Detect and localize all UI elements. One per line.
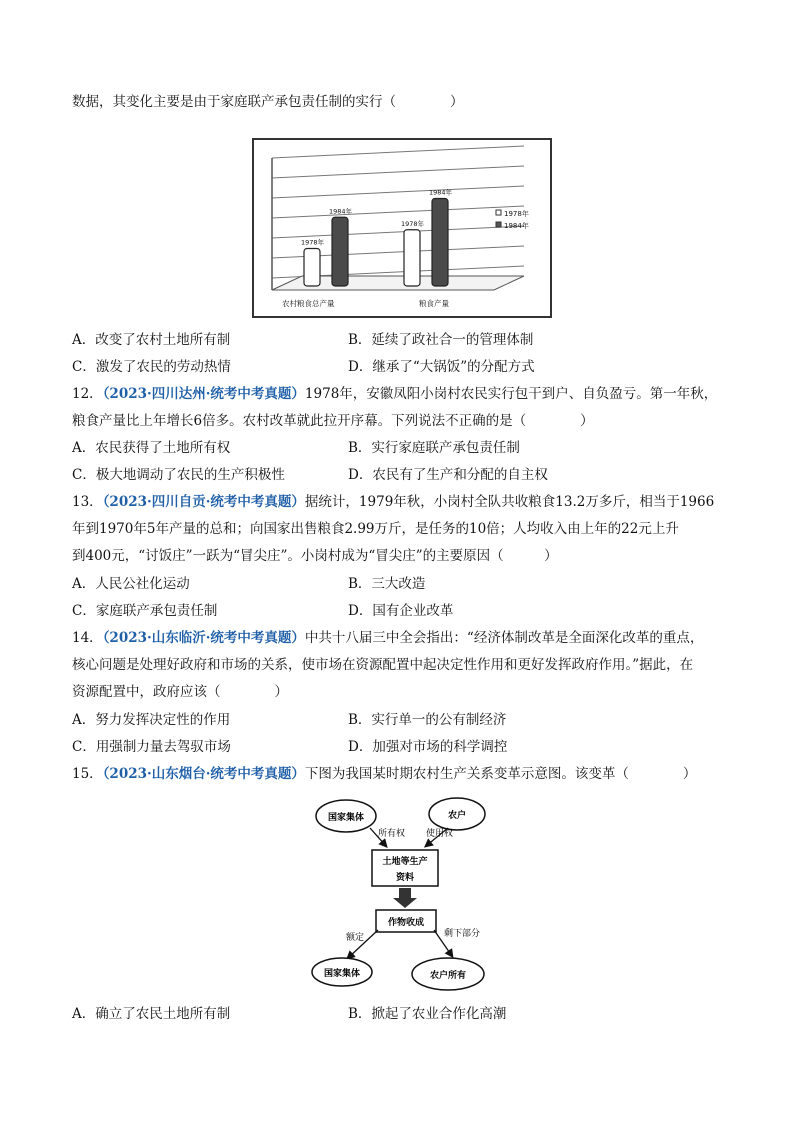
q12-option-c[interactable]: C．极大地调动了农民的生产积极性 <box>72 467 285 483</box>
legend-label-0: 1978年 <box>504 210 529 218</box>
q13-stem-line1 <box>72 492 732 512</box>
q11-option-d[interactable]: D．继承了“大锅饭”的分配方式 <box>348 359 535 375</box>
bar-label-0-0: 1978年 <box>301 238 325 247</box>
q13-option-a[interactable]: A．人民公社化运动 <box>72 576 190 592</box>
q14-option-d[interactable]: D．加强对市场的科学调控 <box>348 739 508 755</box>
q13-source: （2023·四川自贡·统考中考真题） <box>102 494 305 510</box>
bar-label-1-1: 1984年 <box>429 188 453 197</box>
q12-text1: 1978年，安徽凤阳小岗村农民实行包干到户、自负盈亏。第一年秋， <box>304 386 718 402</box>
question-11-stem-end: 数据，其变化主要是由于家庭联产承包责任制的实行（ ） <box>72 94 464 110</box>
relations-diagram <box>300 794 500 996</box>
q13-option-d[interactable]: D．国有企业改革 <box>348 603 454 619</box>
q13-option-b[interactable]: B．三大改造 <box>348 576 426 592</box>
q12-option-d[interactable]: D．农民有了生产和分配的自主权 <box>348 467 548 483</box>
bar-chart-svg <box>254 140 550 316</box>
x-tick-label-1: 粮食产量 <box>419 299 449 308</box>
harvest-label: 作物收成 <box>387 918 425 928</box>
q15-number: 15． <box>72 766 103 782</box>
q12-option-b[interactable]: B．实行家庭联产承包责任制 <box>348 440 520 456</box>
q13-number: 13． <box>72 494 103 510</box>
q14-option-a[interactable]: A．努力发挥决定性的作用 <box>72 712 231 728</box>
bar-label-1-0: 1978年 <box>401 219 425 228</box>
q13-stem-line2: 年到1970年5年产量的总和；向国家出售粮食2.99万斤，是任务的10倍；人均收入由上年的22元上升 <box>72 521 679 537</box>
q15-source: （2023·山东烟台·统考中考真题） <box>102 766 305 782</box>
collective-label: 国家集体 <box>327 813 365 823</box>
q12-source: （2023·四川达州·统考中考真题） <box>102 386 305 402</box>
q14-text1: 中共十八届三中全会指出：“经济体制改革是全面深化改革的重点， <box>304 630 704 646</box>
q15-stem-line1 <box>72 764 732 784</box>
relations-diagram-svg <box>300 794 500 996</box>
bar-chart <box>252 138 552 318</box>
x-tick-label-0: 农村粮食总产量 <box>282 299 335 308</box>
ownership-label: 所有权 <box>378 829 406 839</box>
legend-label-1: 1984年 <box>504 222 529 230</box>
down-arrow-icon <box>393 888 417 908</box>
chart-bars <box>301 188 453 287</box>
q15-option-a[interactable]: A．确立了农民土地所有制 <box>72 1006 231 1022</box>
q14-option-b[interactable]: B．实行单一的公有制经济 <box>348 712 507 728</box>
bar-1-0 <box>404 230 420 286</box>
q11-option-c[interactable]: C．激发了农民的劳动热情 <box>72 359 231 375</box>
q15-text1: 下图为我国某时期农村生产关系变革示意图。该变革（ ） <box>304 766 697 782</box>
farmer-owned-label: 农户所有 <box>429 971 467 981</box>
bar-label-0-1: 1984年 <box>329 207 353 216</box>
q12-number: 12． <box>72 386 103 402</box>
bar-0-0 <box>304 249 320 287</box>
q11-option-b[interactable]: B．延续了政社合一的管理体制 <box>348 332 534 348</box>
legend-swatch-0 <box>496 210 501 215</box>
q14-stem-line1 <box>72 628 732 648</box>
remaining-label: 剩下部分 <box>444 929 481 939</box>
land-label-line2: 资料 <box>395 873 415 883</box>
q14-stem-line3: 资源配置中，政府应该（ ） <box>72 684 288 700</box>
land-label-line1: 土地等生产 <box>382 857 428 867</box>
q14-source: （2023·山东临沂·统考中考真题） <box>102 630 305 646</box>
bottom-collective-label: 国家集体 <box>323 969 361 979</box>
q13-stem-line3: 到400元，“讨饭庄”一跃为“冒尖庄”。小岗村成为“冒尖庄”的主要原因（ ） <box>72 548 558 564</box>
legend-swatch-1 <box>496 222 501 227</box>
q12-stem-line2: 粮食产量比上年增长6倍多。农村改革就此拉开序幕。下列说法不正确的是（ ） <box>72 413 594 429</box>
q14-number: 14． <box>72 630 103 646</box>
q11-option-a[interactable]: A．改变了农村土地所有制 <box>72 332 231 348</box>
use-right-label: 使用权 <box>426 829 454 839</box>
q15-option-b[interactable]: B．掀起了农业合作化高潮 <box>348 1006 507 1022</box>
farmer-label: 农户 <box>447 811 467 821</box>
q14-option-c[interactable]: C．用强制力量去驾驭市场 <box>72 739 231 755</box>
bar-1-1 <box>432 199 448 287</box>
bar-0-1 <box>332 217 348 286</box>
q13-option-c[interactable]: C．家庭联产承包责任制 <box>72 603 218 619</box>
fixed-label: 额定 <box>346 933 365 943</box>
q14-stem-line2: 核心问题是处理好政府和市场的关系，使市场在资源配置中起决定性作用和更好发挥政府作用。”据此，在 <box>72 657 694 673</box>
q12-option-a[interactable]: A．农民获得了土地所有权 <box>72 440 231 456</box>
q13-text1: 据统计，1979年秋，小岗村全队共收粮食13.2万多斤，相当于1966 <box>304 494 715 510</box>
q12-stem-line1 <box>72 384 732 404</box>
